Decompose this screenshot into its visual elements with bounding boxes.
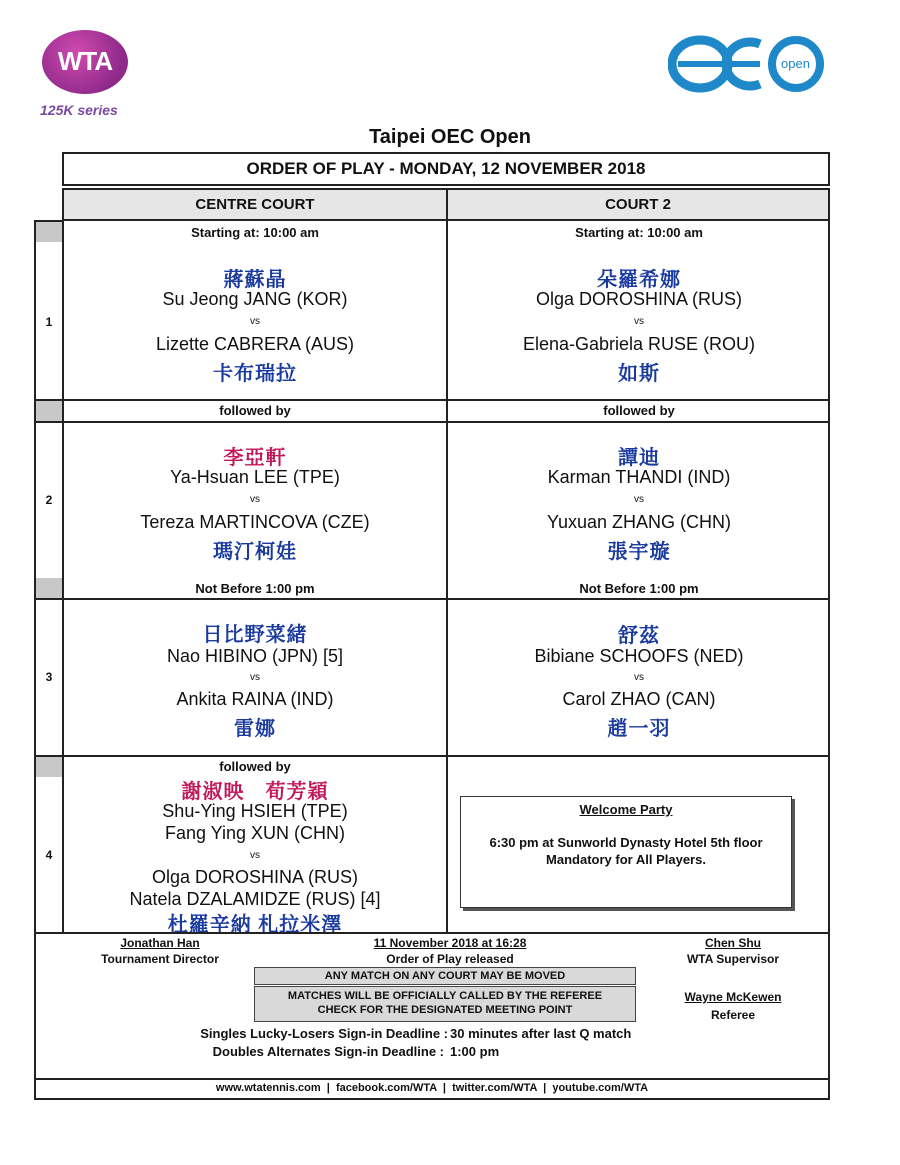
match-header: Not Before 1:00 pm bbox=[195, 581, 315, 596]
singles-deadline-value: 30 minutes after last Q match bbox=[450, 1026, 632, 1041]
oec-logo bbox=[668, 30, 828, 100]
player-name: Natela DZALAMIDZE (RUS) [4] bbox=[129, 889, 381, 909]
player-name: Carol ZHAO (CAN) bbox=[562, 689, 716, 709]
player-chinese-name: 蔣蘇晶 bbox=[223, 269, 287, 291]
vs-label: vs bbox=[634, 672, 644, 683]
match-header: followed by bbox=[219, 759, 291, 774]
player-chinese-name: 張宇璇 bbox=[607, 541, 671, 563]
row-header-shade bbox=[36, 401, 62, 421]
social-links: www.wtatennis.com | facebook.com/WTA | twitter.com/WTA | youtube.com/WTA bbox=[215, 1082, 649, 1094]
match-header: Starting at: 10:00 am bbox=[191, 225, 319, 240]
vs-label: vs bbox=[250, 672, 260, 683]
player-chinese-name: 日比野菜緒 bbox=[202, 624, 308, 646]
player-name: Tereza MARTINCOVA (CZE) bbox=[140, 512, 370, 532]
match-header: Starting at: 10:00 am bbox=[575, 225, 703, 240]
player-name: Elena-Gabriela RUSE (ROU) bbox=[522, 334, 756, 354]
player-name: Olga DOROSHINA (RUS) bbox=[151, 867, 359, 887]
referee-name: Wayne McKewen bbox=[684, 990, 782, 1004]
player-chinese-name: 瑪汀柯娃 bbox=[213, 541, 297, 563]
player-name: Olga DOROSHINA (RUS) bbox=[535, 289, 743, 309]
released-date: 11 November 2018 at 16:28 bbox=[373, 936, 527, 950]
referee-role: Referee bbox=[710, 1008, 756, 1022]
welcome-party-notice bbox=[460, 796, 792, 908]
court-label-centre: CENTRE COURT bbox=[195, 196, 315, 213]
player-chinese-name: 趙一羽 bbox=[607, 718, 671, 740]
player-name: Fang Ying XUN (CHN) bbox=[164, 823, 346, 843]
row-number: 3 bbox=[45, 670, 53, 684]
vs-label: vs bbox=[250, 316, 260, 327]
supervisor-role: WTA Supervisor bbox=[686, 952, 779, 966]
player-name: Karman THANDI (IND) bbox=[547, 467, 731, 487]
player-chinese-name: 如斯 bbox=[618, 363, 660, 385]
order-of-play-title: ORDER OF PLAY - MONDAY, 12 NOVEMBER 2018 bbox=[246, 159, 646, 178]
notice-called-line: MATCHES WILL BE OFFICIALLY CALLED BY THE REFEREE bbox=[287, 990, 603, 1002]
oec-logo-text: open bbox=[781, 56, 810, 71]
player-name: Yuxuan ZHANG (CHN) bbox=[546, 512, 732, 532]
singles-deadline-label: Singles Lucky-Losers Sign-in Deadline : bbox=[200, 1026, 448, 1041]
row-header-shade bbox=[36, 578, 62, 598]
court-label-2: COURT 2 bbox=[605, 196, 671, 213]
vs-label: vs bbox=[250, 494, 260, 505]
page-title: Taipei OEC Open bbox=[369, 126, 531, 148]
notice-move-text: ANY MATCH ON ANY COURT MAY BE MOVED bbox=[324, 970, 566, 982]
player-chinese-name: 舒茲 bbox=[618, 625, 660, 647]
player-chinese-name: 朵羅希娜 bbox=[597, 269, 681, 291]
match-header: followed by bbox=[219, 403, 291, 418]
vs-label: vs bbox=[634, 316, 644, 327]
released-label: Order of Play released bbox=[386, 952, 514, 966]
row-header-shade bbox=[36, 757, 62, 777]
player-chinese-names: 謝淑映 荀芳穎 bbox=[181, 781, 329, 803]
player-name: Nao HIBINO (JPN) [5] bbox=[166, 646, 344, 666]
notice-line: Mandatory for All Players. bbox=[546, 852, 706, 867]
vs-label: vs bbox=[634, 494, 644, 505]
order-of-play-header bbox=[62, 152, 830, 186]
player-chinese-name: 雷娜 bbox=[234, 718, 276, 740]
player-chinese-names: 杜羅辛納 札拉米澤 bbox=[167, 914, 343, 936]
doubles-deadline-label: Doubles Alternates Sign-in Deadline : bbox=[212, 1044, 444, 1059]
divider bbox=[34, 1078, 830, 1080]
wta-logo bbox=[38, 26, 138, 121]
divider bbox=[34, 421, 830, 423]
player-name: Ankita RAINA (IND) bbox=[176, 689, 334, 709]
row-number: 4 bbox=[45, 848, 53, 862]
divider bbox=[34, 598, 830, 600]
match-header: followed by bbox=[603, 403, 675, 418]
director-role: Tournament Director bbox=[101, 952, 219, 966]
divider bbox=[34, 755, 830, 757]
notice-line: 6:30 pm at Sunworld Dynasty Hotel 5th floor bbox=[489, 835, 763, 850]
notice-title: Welcome Party bbox=[579, 802, 673, 817]
divider bbox=[34, 399, 830, 401]
notice-called-line: CHECK FOR THE DESIGNATED MEETING POINT bbox=[317, 1004, 573, 1016]
player-name: Bibiane SCHOOFS (NED) bbox=[534, 646, 744, 666]
row-header-shade bbox=[36, 222, 62, 242]
director-name: Jonathan Han bbox=[120, 936, 200, 950]
match-header: Not Before 1:00 pm bbox=[579, 581, 699, 596]
notice-move bbox=[254, 967, 636, 985]
notice-called bbox=[254, 986, 636, 1022]
row-number: 2 bbox=[45, 493, 53, 507]
wta-logo-text: WTA bbox=[57, 46, 113, 76]
player-name: Shu-Ying HSIEH (TPE) bbox=[162, 801, 348, 821]
player-name: Su Jeong JANG (KOR) bbox=[162, 289, 348, 309]
player-chinese-name: 李亞軒 bbox=[223, 447, 287, 469]
doubles-deadline-value: 1:00 pm bbox=[450, 1044, 500, 1059]
wta-series-label: 125K series bbox=[40, 102, 118, 118]
player-name: Ya-Hsuan LEE (TPE) bbox=[170, 467, 340, 487]
player-name: Lizette CABRERA (AUS) bbox=[155, 334, 355, 354]
row-number: 1 bbox=[45, 315, 53, 329]
vs-label: vs bbox=[250, 850, 260, 861]
player-chinese-name: 譚迪 bbox=[618, 447, 660, 469]
player-chinese-name: 卡布瑞拉 bbox=[213, 363, 297, 385]
supervisor-name: Chen Shu bbox=[705, 936, 761, 950]
